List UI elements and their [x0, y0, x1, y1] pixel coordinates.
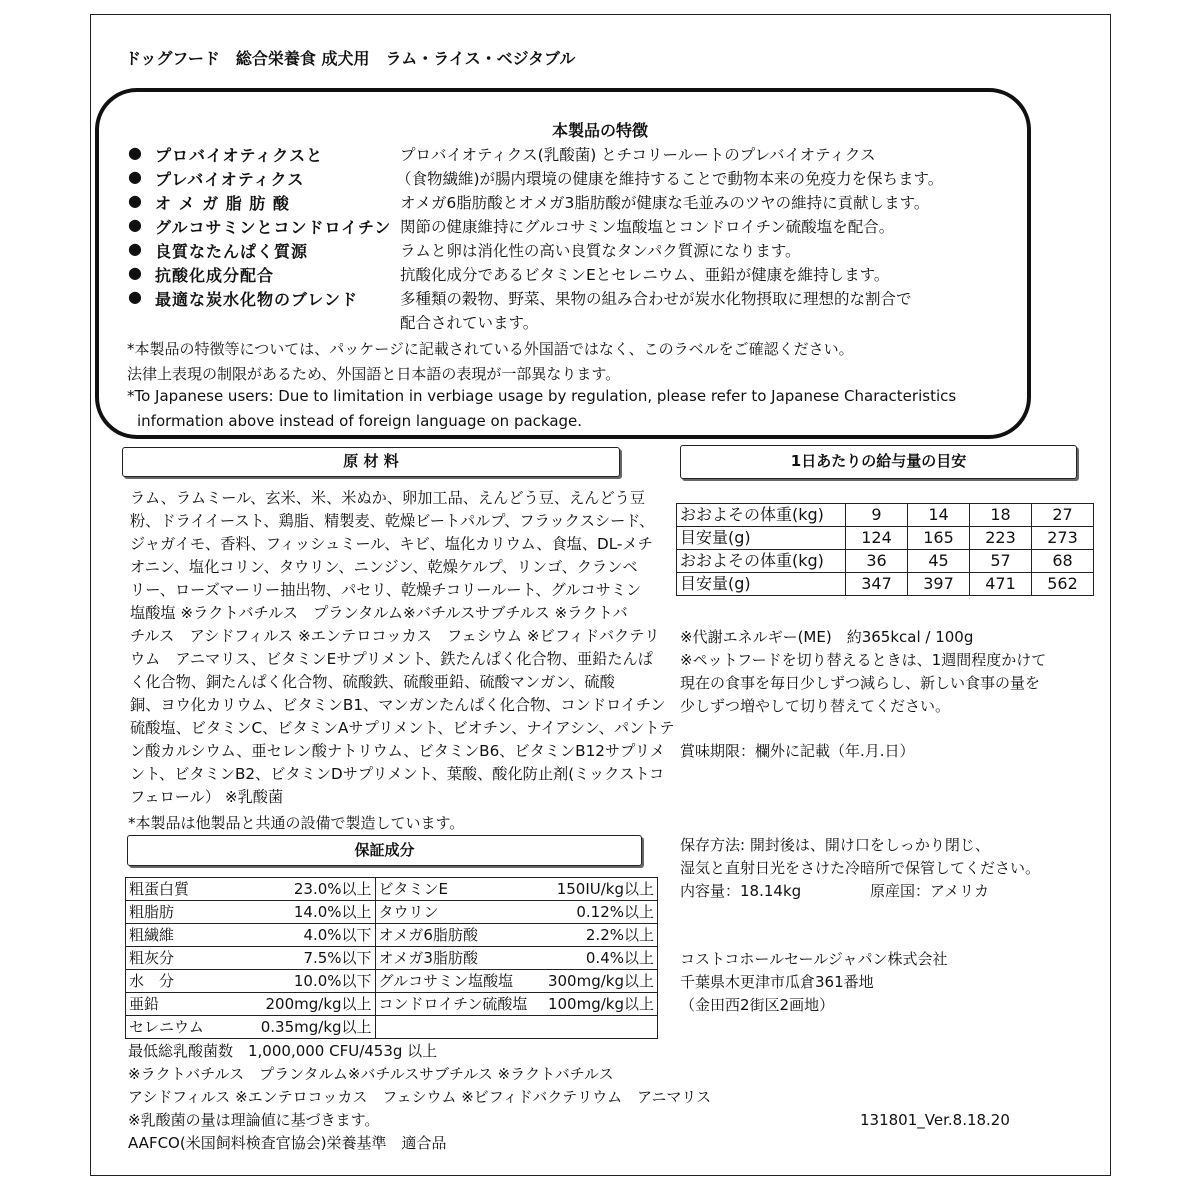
- analysis-cell: [126, 878, 376, 901]
- feeding-cell: 347: [846, 573, 908, 596]
- ingredients-line: ジャガイモ、香料、フィッシュミール、キビ、塩化カリウム、食塩、DL-メチ: [130, 535, 653, 553]
- analysis-row: [126, 1016, 658, 1039]
- analysis-footnote: アシドフィルス ※エンテロコッカス フェシウム ※ビフィドバクテリウム アニマリス: [128, 1088, 712, 1106]
- nutrient-value: 10.0%以下: [293, 972, 372, 990]
- nutrient-name: 水 分: [129, 972, 175, 990]
- feeding-row: [677, 504, 1094, 527]
- feeding-cell: 223: [970, 527, 1032, 550]
- analysis-row: [126, 924, 658, 947]
- ingredients-line: 硫酸塩、ビタミンC、ビタミンAサプリメント、ビオチン、ナイアシン、パントテ: [130, 719, 675, 737]
- feeding-cell: 124: [846, 527, 908, 550]
- feature-description: ラムと卵は消化性の高い良質なタンパク質源になります。: [400, 242, 801, 260]
- feature-description: 多種類の穀物、野菜、果物の組み合わせが炭水化物摂取に理想的な割合で: [400, 290, 912, 308]
- ingredients-line: く化合物、銅たんぱく化合物、硫酸鉄、硫酸亜鉛、硫酸マンガン、硫酸: [130, 673, 615, 691]
- feature-label: 最適な炭水化物のブレンド: [155, 290, 358, 309]
- company-name: コストコホールセールジャパン株式会社: [680, 950, 948, 968]
- feeding-cell: おおよその体重(kg): [677, 504, 846, 527]
- feature-label: オ メ ガ 脂 肪 酸: [155, 194, 290, 213]
- analysis-row: [126, 970, 658, 993]
- feature-label: 抗酸化成分配合: [155, 266, 275, 285]
- analysis-row: [126, 947, 658, 970]
- feeding-cell: 目安量(g): [677, 527, 846, 550]
- company-address: 千葉県木更津市瓜倉361番地: [680, 973, 874, 991]
- analysis-row: [126, 901, 658, 924]
- version: 131801_Ver.8.18.20: [860, 1111, 1010, 1129]
- nutrient-value: 0.35mg/kg以上: [260, 1018, 372, 1036]
- analysis-cell: [375, 901, 657, 924]
- nutrient-value: 2.2%以上: [585, 926, 654, 944]
- nutrient-name: 亜鉛: [129, 995, 160, 1013]
- bullet-icon: ●: [128, 191, 142, 210]
- nutrient-name: 粗脂肪: [129, 903, 175, 921]
- feeding-cell: 27: [1032, 504, 1094, 527]
- feeding-cell: 14: [908, 504, 970, 527]
- analysis-table: [125, 877, 658, 1039]
- feeding-row: [677, 550, 1094, 573]
- ingredients-line: オニン、塩化コリン、タウリン、ニンジン、乾燥ケルプ、リンゴ、クランベ: [130, 558, 638, 576]
- company-address-2: （金田西2街区2画地）: [680, 996, 835, 1014]
- nutrient-value: 0.12%以上: [576, 903, 654, 921]
- analysis-cell: [375, 947, 657, 970]
- feature-description: （食物繊維)が腸内環境の健康を維持することで動物本来の免疫力を保ちます。: [396, 170, 944, 188]
- analysis-cell: [126, 947, 376, 970]
- ingredients-note: *本製品は他製品と共通の設備で製造しています。: [128, 814, 465, 832]
- ingredients-line: ン酸カルシウム、亜セレン酸ナトリウム、ビタミンB6、ビタミンB12サプリメ: [130, 742, 665, 760]
- feeding-cell: 165: [908, 527, 970, 550]
- analysis-cell: [375, 970, 657, 993]
- features-note: 法律上表現の制限があるため、外国語と日本語の表現が一部異なります。: [127, 364, 621, 383]
- nutrient-value: 14.0%以上: [293, 903, 372, 921]
- nutrient-value: 300mg/kg以上: [547, 972, 654, 990]
- feeding-cell: 36: [846, 550, 908, 573]
- feeding-note: 少しずつ増やして切り替えてください。: [680, 697, 951, 715]
- ingredients-line: 塩酸塩 ※ラクトバチルス プランタルム※バチルスサブチルス ※ラクトバ: [130, 604, 628, 622]
- feeding-cell: 45: [908, 550, 970, 573]
- feeding-note: ※代謝エネルギー(ME) 約365kcal / 100g: [680, 628, 974, 646]
- feeding-cell: 273: [1032, 527, 1094, 550]
- analysis-cell: [375, 993, 657, 1016]
- feature-description: 抗酸化成分であるビタミンEとセレニウム、亜鉛が健康を維持します。: [400, 266, 890, 284]
- analysis-cell: [126, 924, 376, 947]
- nutrient-value: 0.4%以上: [585, 949, 654, 967]
- feeding-heading: 1日あたりの給与量の目安: [680, 445, 1077, 479]
- bullet-icon: ●: [128, 167, 142, 186]
- feature-label: プレバイオティクス: [155, 170, 305, 189]
- ingredients-line: チルス アシドフィルス ※エンテロコッカス フェシウム ※ビフィドバクテリ: [130, 627, 660, 645]
- nutrient-value: 23.0%以上: [293, 880, 372, 898]
- feeding-cell: 9: [846, 504, 908, 527]
- feeding-cell: 57: [970, 550, 1032, 573]
- nutrient-name: コンドロイチン硫酸塩: [378, 995, 528, 1013]
- analysis-cell: [375, 1016, 657, 1039]
- feature-description: プロバイオティクス(乳酸菌) とチコリールートのプレバイオティクス: [400, 146, 876, 164]
- bullet-icon: ●: [128, 215, 142, 234]
- feeding-cell: 562: [1032, 573, 1094, 596]
- ingredients-line: フェロール） ※乳酸菌: [130, 788, 284, 806]
- nutrient-value: 150IU/kg以上: [556, 880, 654, 898]
- ingredients-line: 粉、ドライイースト、鶏脂、精製麦、乾燥ビートパルプ、フラックスシード、: [130, 512, 655, 530]
- ingredients-heading: 原 材 料: [122, 447, 620, 477]
- analysis-row: [126, 993, 658, 1016]
- feeding-row: [677, 573, 1094, 596]
- feeding-cell: 18: [970, 504, 1032, 527]
- nutrient-value: 4.0%以下: [303, 926, 372, 944]
- features-heading: 本製品の特徴: [551, 121, 648, 140]
- feature-label: 良質なたんぱく質源: [155, 242, 309, 261]
- analysis-cell: [126, 901, 376, 924]
- nutrient-name: オメガ3脂肪酸: [378, 949, 478, 967]
- feeding-table: [676, 503, 1094, 596]
- nutrient-name: タウリン: [378, 903, 439, 921]
- nutrient-value: 7.5%以下: [303, 949, 372, 967]
- ingredients-line: ウム アニマリス、ビタミンEサプリメント、鉄たんぱく化合物、亜鉛たんぱ: [130, 650, 653, 668]
- feeding-cell: 目安量(g): [677, 573, 846, 596]
- bullet-icon: ●: [128, 287, 142, 306]
- analysis-heading: 保証成分: [127, 835, 642, 866]
- nutrient-value: 100mg/kg以上: [547, 995, 654, 1013]
- analysis-cell: [375, 924, 657, 947]
- origin: 原産国：アメリカ: [870, 882, 989, 900]
- feeding-note: 現在の食事を毎日少しずつ減らし、新しい食事の量を: [680, 674, 1041, 692]
- bullet-icon: ●: [128, 239, 142, 258]
- nutrient-name: 粗繊維: [129, 926, 175, 944]
- ingredients-line: 銅、ヨウ化カリウム、ビタミンB1、マンガンたんぱく化合物、コンドロイチン: [130, 696, 666, 714]
- analysis-footnote: 最低総乳酸菌数 1,000,000 CFU/453g 以上: [128, 1042, 438, 1060]
- nutrient-name: ビタミンE: [378, 880, 449, 898]
- feeding-cell: 68: [1032, 550, 1094, 573]
- feature-description: 関節の健康維持にグルコサミン塩酸塩とコンドロイチン硫酸塩を配合。: [400, 218, 895, 236]
- feeding-note: ※ペットフードを切り替えるときは、1週間程度かけて: [680, 651, 1047, 669]
- nutrient-name: オメガ6脂肪酸: [378, 926, 478, 944]
- feature-label: プロバイオティクスと: [155, 146, 324, 165]
- storage-line-2: 湿気と直射日光をさけた冷暗所で保管してください。: [680, 859, 1041, 877]
- product-title: ドッグフード 総合栄養食 成犬用 ラム・ライス・ベジタブル: [125, 49, 576, 68]
- analysis-footnote: ※ラクトバチルス プランタルム※バチルスサブチルス ※ラクトバチルス: [128, 1065, 614, 1083]
- feeding-cell: 397: [908, 573, 970, 596]
- bullet-icon: ●: [128, 263, 142, 282]
- nutrient-name: セレニウム: [129, 1018, 204, 1036]
- analysis-row: [126, 878, 658, 901]
- expiry: 賞味期限：欄外に記載（年.月.日）: [680, 742, 915, 760]
- feeding-cell: 471: [970, 573, 1032, 596]
- analysis-cell: [375, 878, 657, 901]
- ingredients-line: ント、ビタミンB2、ビタミンDサプリメント、葉酸、酸化防止剤(ミックストコ: [130, 765, 665, 783]
- ingredients-line: リー、ローズマーリー抽出物、パセリ、乾燥チコリールート、グルコサミン: [130, 581, 642, 599]
- nutrient-value: 200mg/kg以上: [265, 995, 372, 1013]
- nutrient-name: 粗灰分: [129, 949, 175, 967]
- feeding-cell: おおよその体重(kg): [677, 550, 846, 573]
- ingredients-line: ラム、ラムミール、玄米、米、米ぬか、卵加工品、えんどう豆、えんどう豆: [130, 489, 646, 507]
- feature-label: グルコサミンとコンドロイチン: [155, 218, 392, 237]
- analysis-footnote: AAFCO(米国飼料検査官協会)栄養基準 適合品: [128, 1134, 447, 1152]
- storage-line-1: 保存方法: 開封後は、開け口をしっかり閉じ、: [680, 836, 990, 854]
- analysis-footnote: ※乳酸菌の量は理論値に基づきます。: [128, 1111, 380, 1129]
- analysis-cell: [126, 970, 376, 993]
- feature-description: 配合されています。: [400, 314, 539, 332]
- features-note: *本製品の特徴等については、パッケージに記載されている外国語ではなく、このラベルをご確認ください。: [127, 340, 854, 358]
- nutrient-name: 粗蛋白質: [129, 880, 190, 898]
- nutrient-name: グルコサミン塩酸塩: [378, 972, 514, 990]
- feature-description: オメガ6脂肪酸とオメガ3脂肪酸が健康な毛並みのツヤの維持に貢献します。: [400, 194, 930, 212]
- bullet-icon: ●: [128, 143, 142, 162]
- features-note: information above instead of foreign language on package.: [137, 411, 583, 430]
- features-note: *To Japanese users: Due to limitation in verbiage usage by regulation, please refer to Japanese Characteristics: [127, 387, 957, 405]
- feeding-row: [677, 527, 1094, 550]
- analysis-cell: [126, 1016, 376, 1039]
- analysis-cell: [126, 993, 376, 1016]
- content-weight: 内容量：18.14kg: [680, 882, 802, 900]
